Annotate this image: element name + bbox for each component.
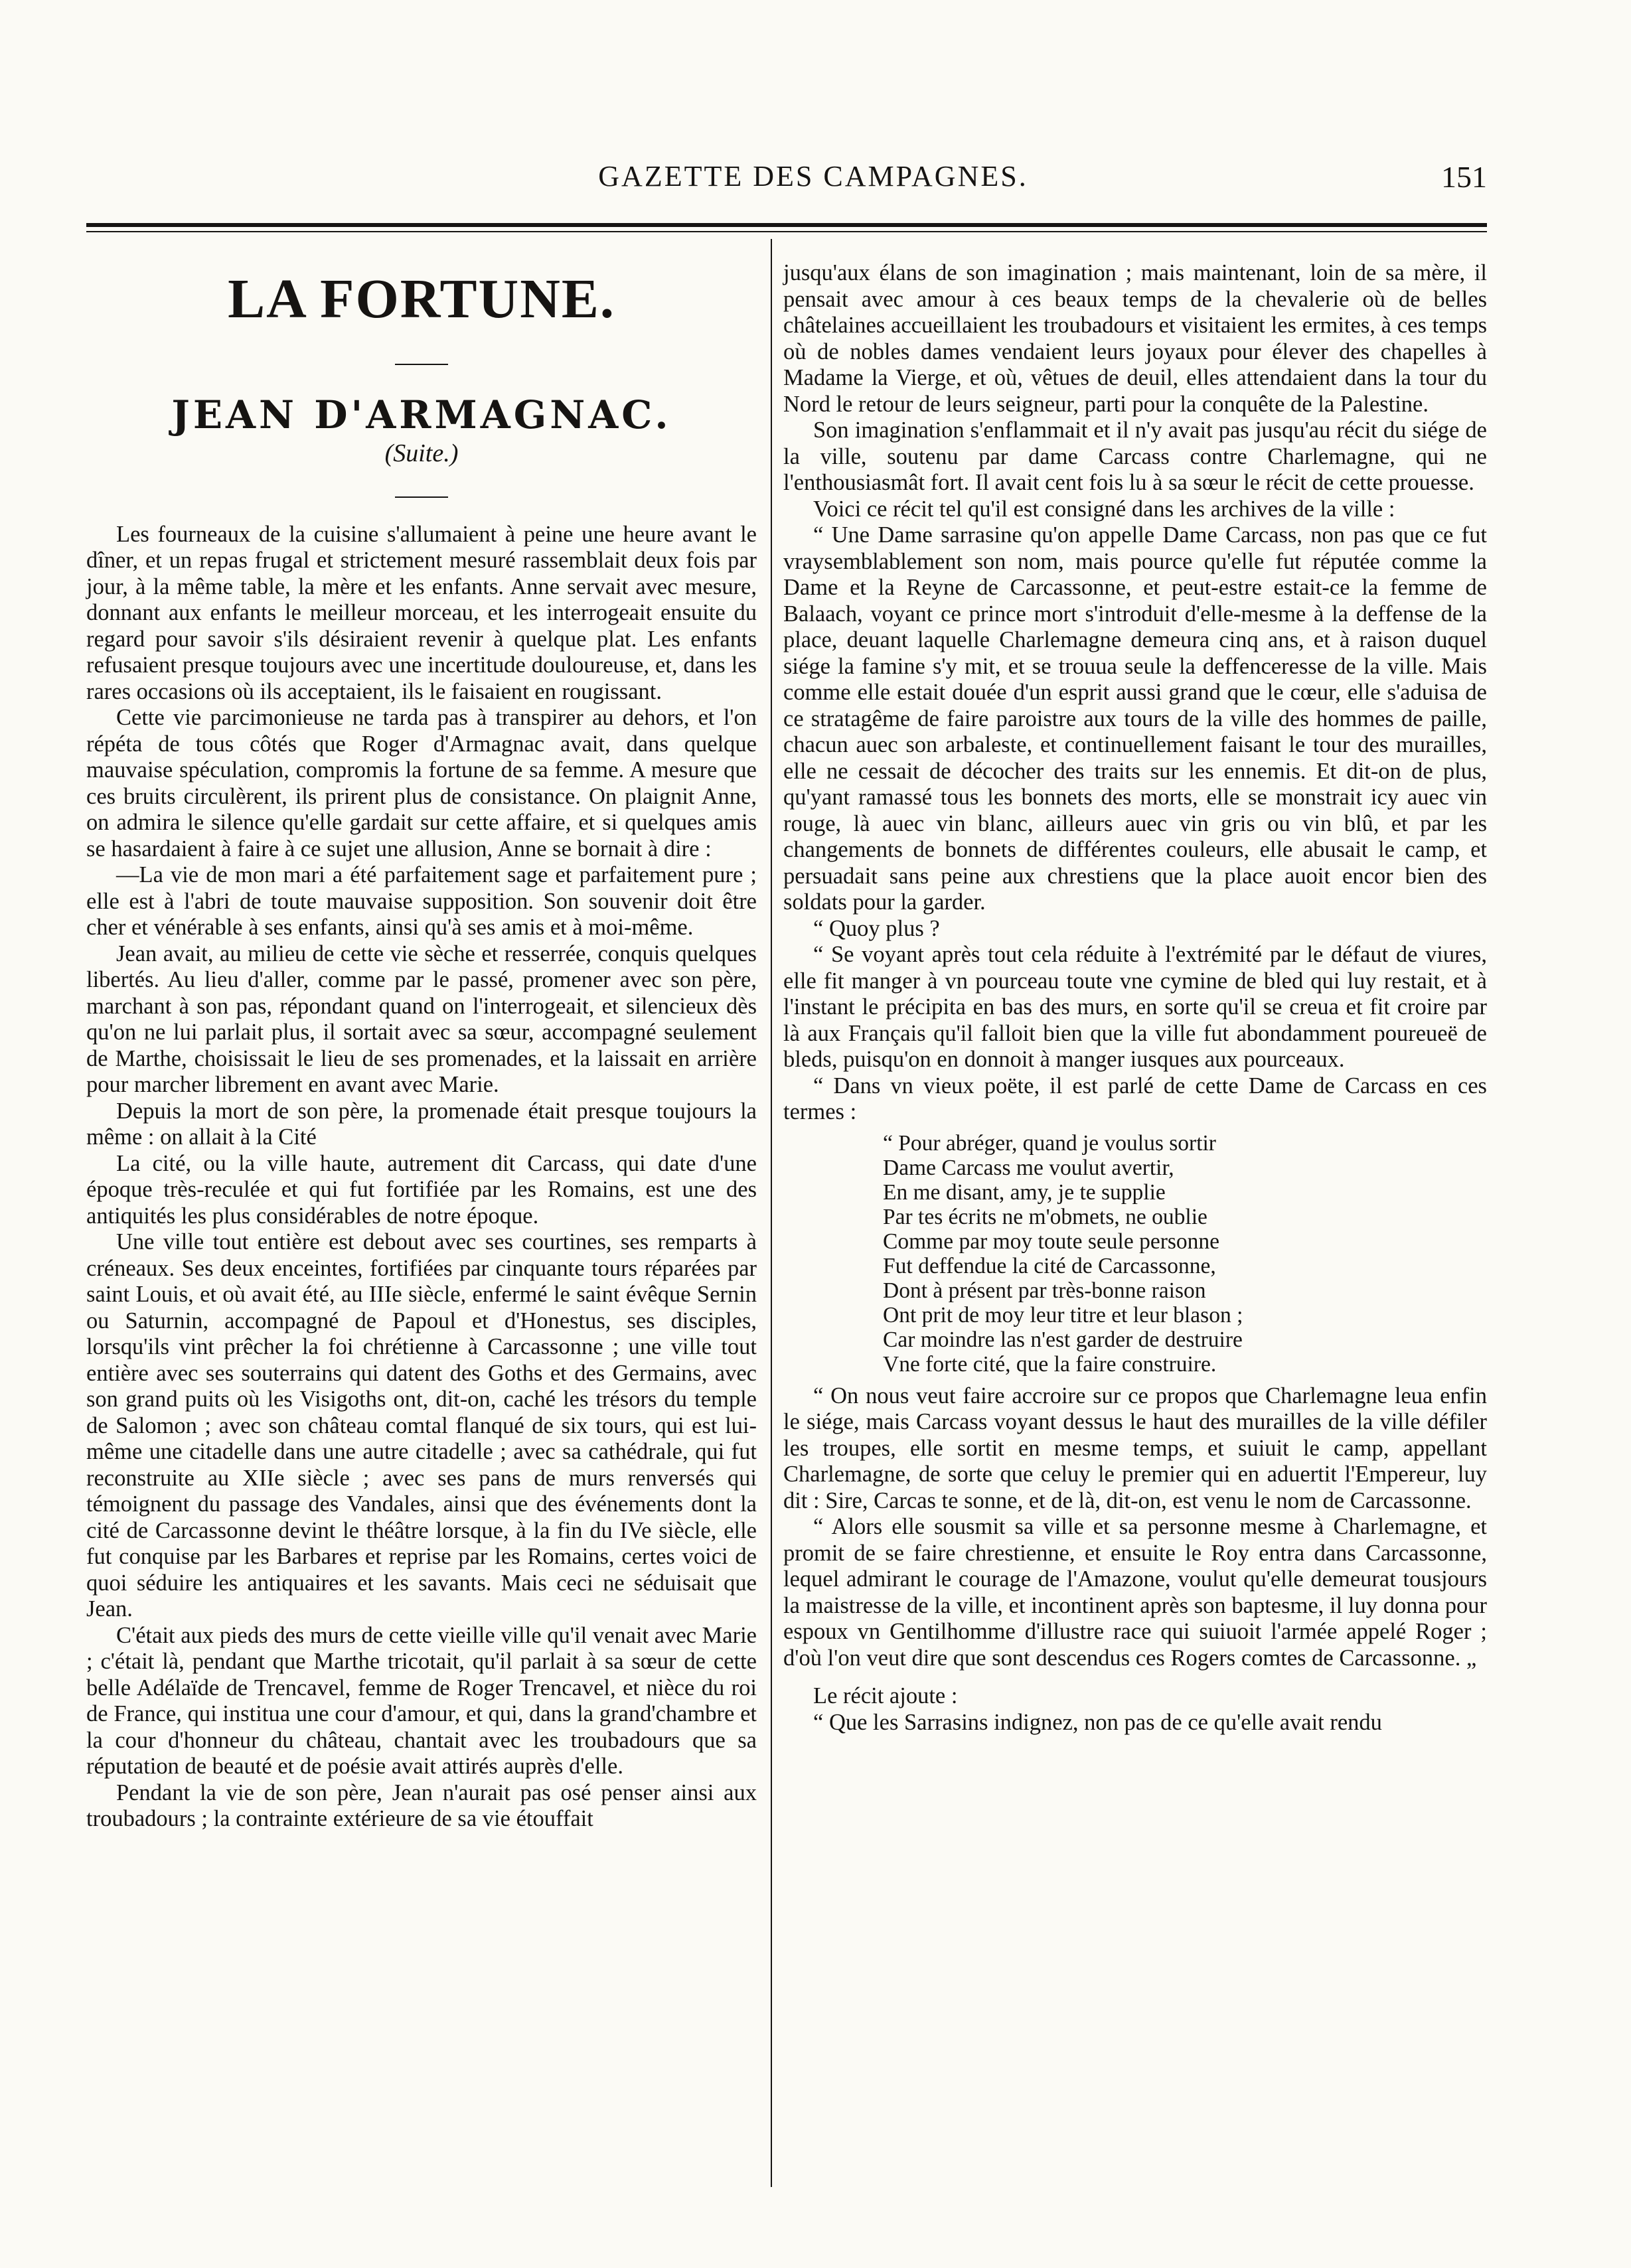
quote-paragraph: “ Se voyant après tout cela réduite à l'extrémité par le défaut de viures, elle fit manger à vn pourceau toute vne cymine de bled qui luy restait, et à l'instant le précipita en bas des murs, en sorte qu'il se creua et fit croire par là aux Français qu'il falloit bien que la ville fut abondamment poureueë de bleds, puisqu'on en donnoit à manger iusques aux pourceaux. xyxy=(783,942,1487,1072)
quote-paragraph: “ Dans vn vieux poëte, il est parlé de cette Dame de Carcass en ces termes : xyxy=(783,1073,1487,1124)
poem-line: Dame Carcass me voulut avertir, xyxy=(883,1155,1174,1180)
paragraph: Le récit ajoute : xyxy=(813,1683,958,1708)
poem-line: Car moindre las n'est garder de destruire xyxy=(883,1327,1243,1352)
spacer xyxy=(783,1671,1487,1683)
poem-line: Dont à présent par très-bonne raison xyxy=(883,1278,1206,1303)
right-column xyxy=(783,260,1487,1736)
page-header xyxy=(86,159,1487,199)
paragraph: Les fourneaux de la cuisine s'allumaient à peine une heure avant le dîner, et un repas frugal et strictement mesuré rassemblait deux fois par jour, à la même table, la mère et les enfants. Anne servait avec mesure, donnant aux enfants le meilleur morceau, et les interrogeait ensuite du regard pour savoir s'ils désiraient revenir à quelque plat. Les enfants refusaient presque toujours avec une incertitude douloureuse, et, dans les rares occasions où ils acceptaient, ils le faisaient en rougissant. xyxy=(86,521,757,704)
poem xyxy=(883,1131,1487,1377)
quote-paragraph: “ On nous veut faire accroire sur ce propos que Charlemagne leua enfin le siége, mais Carcass voyant dessus le haut des murailles de la ville défiler les troupes, elle sortit en mesme temps, et suiuit le camp, appellant Charlemagne, de sorte que celuy le premier qui en aduertit l'Empereur, luy dit : Sire, Carcas te sonne, et de là, dit-on, est venu le nom de Carcassonne. xyxy=(783,1383,1487,1513)
header-rule-thick xyxy=(86,223,1487,227)
poem-line: Vne forte cité, que la faire construire. xyxy=(883,1351,1217,1377)
poem-line: En me disant, amy, je te supplie xyxy=(883,1179,1166,1205)
paragraph: Jean avait, au milieu de cette vie sèche et resserrée, conquis quelques libertés. Au lieu d'aller, comme par le passé, promener avec son père, marchant à son pas, répondant quand on l'interrogeait, et silencieux dès qu'on ne lui parlait plus, il sortait avec sa sœur, accompagné seulement de Marthe, choisissait le lieu de ses promenades, et la laissait en arrière pour marcher librement en avant avec Marie. xyxy=(86,941,757,1097)
header-rule-thin xyxy=(86,231,1487,232)
quote-paragraph: “ Alors elle sousmit sa ville et sa personne mesme à Charlemagne, et promit de se faire chrestienne, et ensuite le Roy entra dans Carcassonne, lequel admirant le courage de l'Amazone, voulut qu'elle demeurat tousjours la maistresse de la ville, et incontinent après son baptesme, il luy donna pour espoux vn Gentilhomme d'illustre race qui suiuoit l'armée appelé Roger ; d'où l'on veut dire que sont descendus ces Rogers comtes de Carcassonne. „ xyxy=(783,1514,1487,1671)
quote-paragraph: “ Que les Sarrasins indignez, non pas de ce qu'elle avait rendu xyxy=(813,1709,1382,1735)
title-divider xyxy=(395,364,448,365)
subtitle-divider xyxy=(395,496,448,498)
paragraph: Voici ce récit tel qu'il est consigné dans les archives de la ville : xyxy=(813,496,1395,522)
page-number: 151 xyxy=(1441,160,1487,194)
paragraph: Cette vie parcimonieuse ne tarda pas à transpirer au dehors, et l'on répéta de tous côtés que Roger d'Armagnac avait, dans quelque mauvaise spéculation, compromis la fortune de sa femme. A mesure que ces bruits circulèrent, ils prirent plus de consistance. On plaignit Anne, on admira le silence qu'elle gardait sur cette affaire, et si quelques amis se hasardaient à faire à ce sujet une allusion, Anne se bornait à dire : xyxy=(86,705,757,862)
article-title: LA FORTUNE. xyxy=(228,268,615,330)
article-subtitle: JEAN D'ARMAGNAC. xyxy=(171,392,672,437)
poem-line: Comme par moy toute seule personne xyxy=(883,1229,1220,1254)
poem-line: Fut deffendue la cité de Carcassonne, xyxy=(883,1253,1216,1278)
left-column xyxy=(86,260,757,1833)
paragraph: C'était aux pieds des murs de cette vieille ville qu'il venait avec Marie ; c'était là, pendant que Marthe tricotait, qu'il parlait à sa sœur de cette belle Adélaïde de Trencavel, femme de Roger Trencavel, et nièce du roi de France, qui institua une cour d'amour, et qui, dans la grand'chambre et la cour d'honneur du château, chantait avec les troubadours que sa réputation de beauté et de poésie avait attirés auprès d'elle. xyxy=(86,1622,757,1779)
running-title: GAZETTE DES CAMPAGNES. xyxy=(598,160,1028,192)
quote-paragraph: “ Une Dame sarrasine qu'on appelle Dame Carcass, non pas que ce fut vraysemblablement son nom, mais pource qu'elle fut réputée comme la Dame et la Reyne de Carcassonne, et peut-estre estait-ce la femme de Balaach, voyant ce prince mort s'introduit d'elle-mesme à la deffense de la place, deuant laquelle Charlemagne demeura cinq ans, et à raison duquel siége la famine s'y mit, et se trouua seule la deffenceresse de la ville. Mais comme elle estait douée d'un esprit aussi grand que le cœur, elle s'aduisa de ce stratagême de faire paroistre aux tours de la ville des hommes de paille, chacun auec son arbaleste, et continuellement faisant le tour des murailles, elle ne cessait de décocher des traits sur les ennemis. Et dit-on de plus, qu'yant ramassé tous les bonnets des morts, elle se monstrait icy auec vin rouge, là auec vin blanc, ailleurs auec vin gris ou vin blû, et par les changements de bonnets de différentes couleurs, elle abusait le camp, et persuadait sans peine aux chrestiens que la place auoit encor bien des soldats pour la garder. xyxy=(783,522,1487,915)
paragraph: —La vie de mon mari a été parfaitement sage et parfaitement pure ; elle est à l'abri de toute mauvaise supposition. Son souvenir doit être cher et vénérable à ses enfants, ainsi qu'à ses amis et à moi-même. xyxy=(86,862,757,940)
poem-line: Ont prit de moy leur titre et leur blason ; xyxy=(883,1302,1243,1327)
column-divider xyxy=(771,239,772,2187)
poem-line: “ Pour abréger, quand je voulus sortir xyxy=(883,1130,1216,1156)
suite-note: (Suite.) xyxy=(384,439,459,467)
paragraph: Pendant la vie de son père, Jean n'aurait pas osé penser ainsi aux troubadours ; la contrainte extérieure de sa vie étouffait xyxy=(86,1779,757,1831)
poem-line: Par tes écrits ne m'obmets, ne oublie xyxy=(883,1204,1207,1229)
paragraph: Son imagination s'enflammait et il n'y avait pas jusqu'au récit du siége de la ville, soutenu par dame Carcass contre Charlemagne, qui ne l'enthousiasmât fort. Il avait cent fois lu à sa sœur le récit de cette prouesse. xyxy=(783,417,1487,495)
paragraph: Une ville tout entière est debout avec ses courtines, ses remparts à créneaux. Ses deux enceintes, fortifiées par cinquante tours réparées par saint Louis, et où avait été, au IIIe siècle, enfermé le saint évêque Sernin ou Saturnin, accompagné de Papoul et d'Honestus, ses disciples, lorsqu'ils vint prêcher la foi chrétienne à Carcassonne ; une ville tout entière avec ses souterrains qui datent des Goths et des Germains, avec son grand puits où les Visigoths ont, dit-on, caché les trésors du temple de Salomon ; avec son château comtal flanqué de six tours, qui est lui-même une citadelle dans une autre citadelle ; avec sa cathédrale, qui fut reconstruite au XIIe siècle ; avec ses pans de murs renversés qui témoignent du passage des Vandales, ainsi que des événements dont la cité de Carcassonne devint le théâtre lorsque, à la fin du IVe siècle, elle fut conquise par les Barbares et reprise par les Romains, certes voici de quoi séduire les antiquaires et les savants. Mais ceci ne séduisait que Jean. xyxy=(86,1229,757,1622)
paragraph: jusqu'aux élans de son imagination ; mais maintenant, loin de sa mère, il pensait avec amour à ces beaux temps de la chevalerie où de belles châtelaines accueillaient les troubadours et visitaient les ermites, à ces temps où de nobles dames vendaient leurs joyaux pour élever des chapelles à Madame la Vierge, et où, vêtues de deuil, elles attendaient dans la tour du Nord le retour de leurs seigneur, parti pour la conquête de la Palestine. xyxy=(783,260,1487,417)
paragraph: La cité, ou la ville haute, autrement dit Carcass, qui date d'une époque très-reculée et qui fut fortifiée par les Romains, est une des antiquités les plus considérables de notre époque. xyxy=(86,1150,757,1229)
quote-paragraph: “ Quoy plus ? xyxy=(813,915,940,941)
paragraph: Depuis la mort de son père, la promenade était presque toujours la même : on allait à la Cité xyxy=(86,1098,757,1150)
